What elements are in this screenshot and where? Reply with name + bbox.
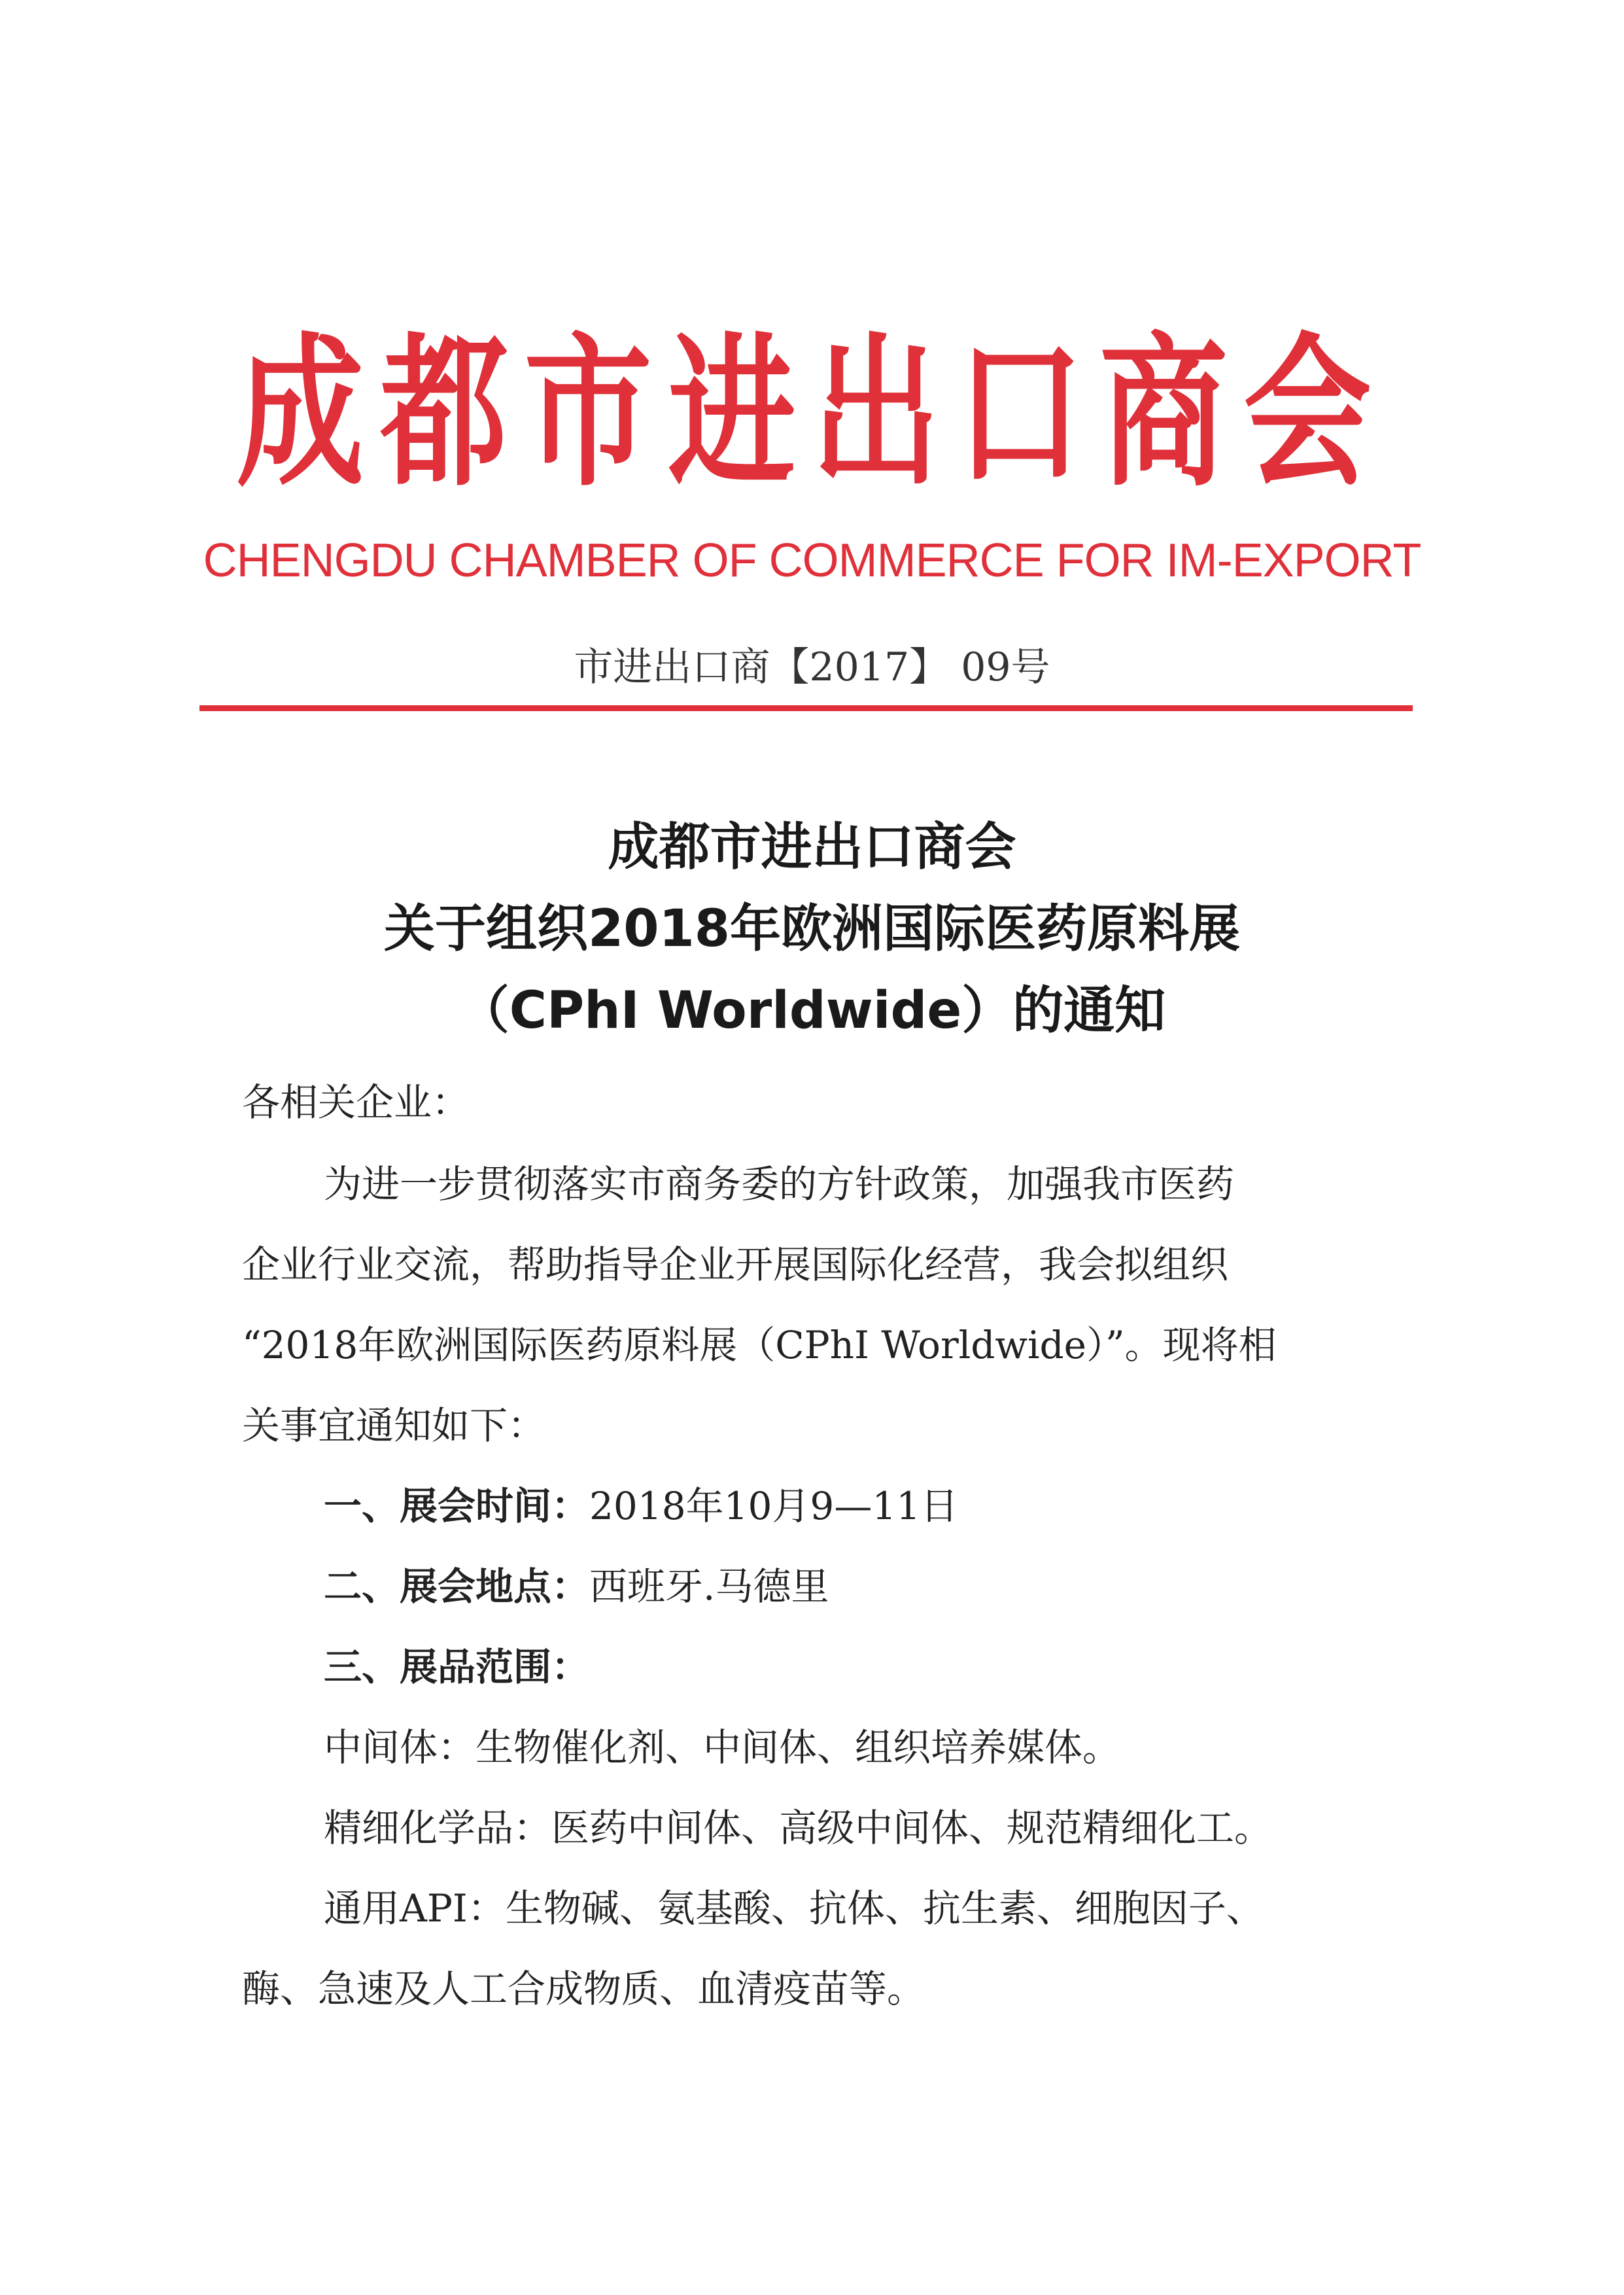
item-value: 西班牙.马德里 [589,1564,829,1609]
item-label: 三、展品范围： [324,1645,590,1689]
letterhead-name-en: CHENGDU CHAMBER OF COMMERCE FOR IM-EXPORT [203,534,1421,587]
item-value: 2018年10月9—11日 [589,1484,959,1528]
salutation: 各相关企业： [242,1080,470,1125]
paragraph-line: 企业行业交流，帮助指导企业开展国际化经营，我会拟组织 [242,1242,1229,1287]
scope-line: 精细化学品：医药中间体、高级中间体、规范精细化工。 [324,1806,1273,1850]
item-label: 二、展会地点： [324,1564,590,1609]
item-exhibition-location [324,1560,1383,1613]
scope-line: 中间体：生物催化剂、中间体、组织培养媒体。 [324,1725,1121,1770]
scope-line: 通用API：生物碱、氨基酸、抗体、抗生素、细胞因子、 [324,1886,1264,1931]
paragraph-line: 为进一步贯彻落实市商务委的方针政策，加强我市医药 [324,1162,1235,1206]
scope-line: 酶、急速及人工合成物质、血清疫苗等。 [242,1967,925,2011]
title-line-1: 成都市进出口商会 [608,818,1016,877]
letterhead-name-cn: 成都市进出口商会 [236,316,1388,508]
paragraph-line: 关事宜通知如下： [242,1403,546,1448]
title-line-3: （CPhI Worldwide）的通知 [458,981,1166,1040]
letterhead-divider [199,705,1413,711]
item-exhibit-scope [324,1641,1383,1693]
paragraph-line: “2018年欧洲国际医药原料展（CPhI Worldwide）”。现将相 [242,1323,1277,1367]
title-line-2: 关于组织2018年欧洲国际医药原料展 [383,900,1241,958]
document-number: 市进出口商【2017】 09号 [574,644,1050,690]
item-label: 一、展会时间： [324,1484,590,1528]
item-exhibition-time [324,1480,1383,1532]
